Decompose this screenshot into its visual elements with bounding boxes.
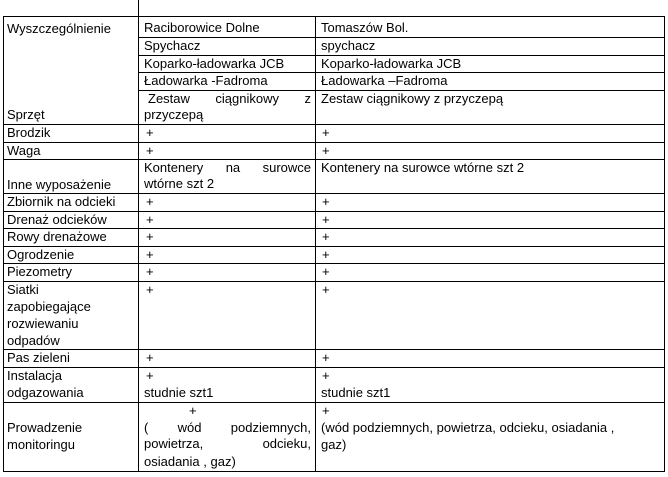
cell-value: + xyxy=(146,264,154,279)
grid-line xyxy=(138,16,665,17)
row-label-siatki: Siatki xyxy=(7,282,39,297)
grid-line xyxy=(3,263,665,264)
cell-value: gaz) xyxy=(321,437,347,452)
grid-line xyxy=(3,16,138,17)
grid-line xyxy=(138,0,139,1)
cell-value: + xyxy=(189,403,197,418)
grid-line xyxy=(3,349,665,350)
grid-line xyxy=(3,142,665,143)
cell-value: przyczepą xyxy=(144,107,204,122)
header-col-tomaszow: Tomaszów Bol. xyxy=(321,20,409,35)
cell-value: + xyxy=(322,247,330,262)
cell-value: (wód podziemnych, powietrza, odcieku, osiadania , xyxy=(321,420,615,435)
cell-value: + xyxy=(146,212,154,227)
cell-value: + xyxy=(322,264,330,279)
cell-value xyxy=(144,160,311,176)
cell-value: studnie szt1 xyxy=(321,385,391,400)
cell-value: Koparko-ładowarka JCB xyxy=(321,56,462,71)
cell-line: Zestaw ciągnikowy z xyxy=(148,91,311,106)
row-label-monitoring: monitoringu xyxy=(7,437,75,452)
row-label-piezometry: Piezometry xyxy=(7,264,73,279)
grid-line xyxy=(664,16,665,472)
grid-line xyxy=(3,281,665,282)
cell-value: Ładowarka -Fadroma xyxy=(144,73,268,88)
row-label-instalacja: odgazowania xyxy=(7,385,84,400)
cell-value: spychacz xyxy=(321,38,376,53)
cell-line: ( wód podziemnych, xyxy=(144,420,311,435)
cell-value: + xyxy=(322,143,330,158)
row-label-monitoring: Prowadzenie xyxy=(7,420,83,435)
grid-line xyxy=(3,124,665,125)
cell-value xyxy=(144,91,311,107)
grid-line xyxy=(3,471,665,472)
cell-value: Spychacz xyxy=(144,38,201,53)
cell-value: + xyxy=(146,143,154,158)
cell-line: Kontenery na surowce xyxy=(144,160,311,175)
cell-value: + xyxy=(322,350,330,365)
grid-line xyxy=(138,37,665,38)
cell-value: wtórne szt 2 xyxy=(144,176,215,191)
cell-value: Koparko-ładowarka JCB xyxy=(144,56,285,71)
grid-line xyxy=(315,16,316,472)
row-label-siatki: zapobiegające xyxy=(7,299,91,314)
cell-value: + xyxy=(322,368,330,383)
grid-line xyxy=(3,246,665,247)
cell-line: powietrza, odcieku, xyxy=(144,436,311,451)
grid-line xyxy=(3,402,665,403)
header-label: Wyszczególnienie xyxy=(7,21,111,36)
row-label-inne: Inne wyposażenie xyxy=(7,177,112,192)
cell-value: + xyxy=(146,282,154,297)
cell-value: + xyxy=(146,125,154,140)
cell-value xyxy=(144,420,311,452)
cell-value: Kontenery na surowce wtórne szt 2 xyxy=(321,160,525,175)
row-label-zbiornik: Zbiornik na odcieki xyxy=(7,194,116,209)
cell-value: + xyxy=(322,194,330,209)
cell-value: + xyxy=(146,247,154,262)
grid-line xyxy=(3,367,665,368)
cell-value: + xyxy=(146,229,154,244)
row-label-sprzet: Sprzęt xyxy=(7,107,45,122)
row-label-pas: Pas zieleni xyxy=(7,350,70,365)
grid-line xyxy=(3,16,4,472)
cell-value: + xyxy=(146,194,154,209)
row-label-instalacja: Instalacja xyxy=(7,368,62,383)
row-label-drenaz: Drenaż odcieków xyxy=(7,212,107,227)
cell-value: + xyxy=(322,229,330,244)
cell-value: + xyxy=(322,403,330,418)
cell-value: + xyxy=(322,212,330,227)
cell-value: + xyxy=(322,125,330,140)
cell-value: studnie szt1 xyxy=(144,385,214,400)
cell-value: osiadania , gaz) xyxy=(144,454,236,469)
row-label-ogrodzenie: Ogrodzenie xyxy=(7,247,75,262)
cell-value: + xyxy=(146,368,154,383)
row-label-rowy: Rowy drenażowe xyxy=(7,229,107,244)
row-label-brodzik: Brodzik xyxy=(7,125,51,140)
cell-value: + xyxy=(146,350,154,365)
row-label-waga: Waga xyxy=(7,143,41,158)
cell-value: Zestaw ciągnikowy z przyczepą xyxy=(321,91,504,106)
cell-value: + xyxy=(322,282,330,297)
header-col-raciborowice: Raciborowice Dolne xyxy=(144,20,260,35)
row-label-siatki: rozwiewaniu xyxy=(7,316,79,331)
cell-value: Ładowarka –Fadroma xyxy=(321,73,448,88)
row-label-siatki: odpadów xyxy=(7,333,60,348)
